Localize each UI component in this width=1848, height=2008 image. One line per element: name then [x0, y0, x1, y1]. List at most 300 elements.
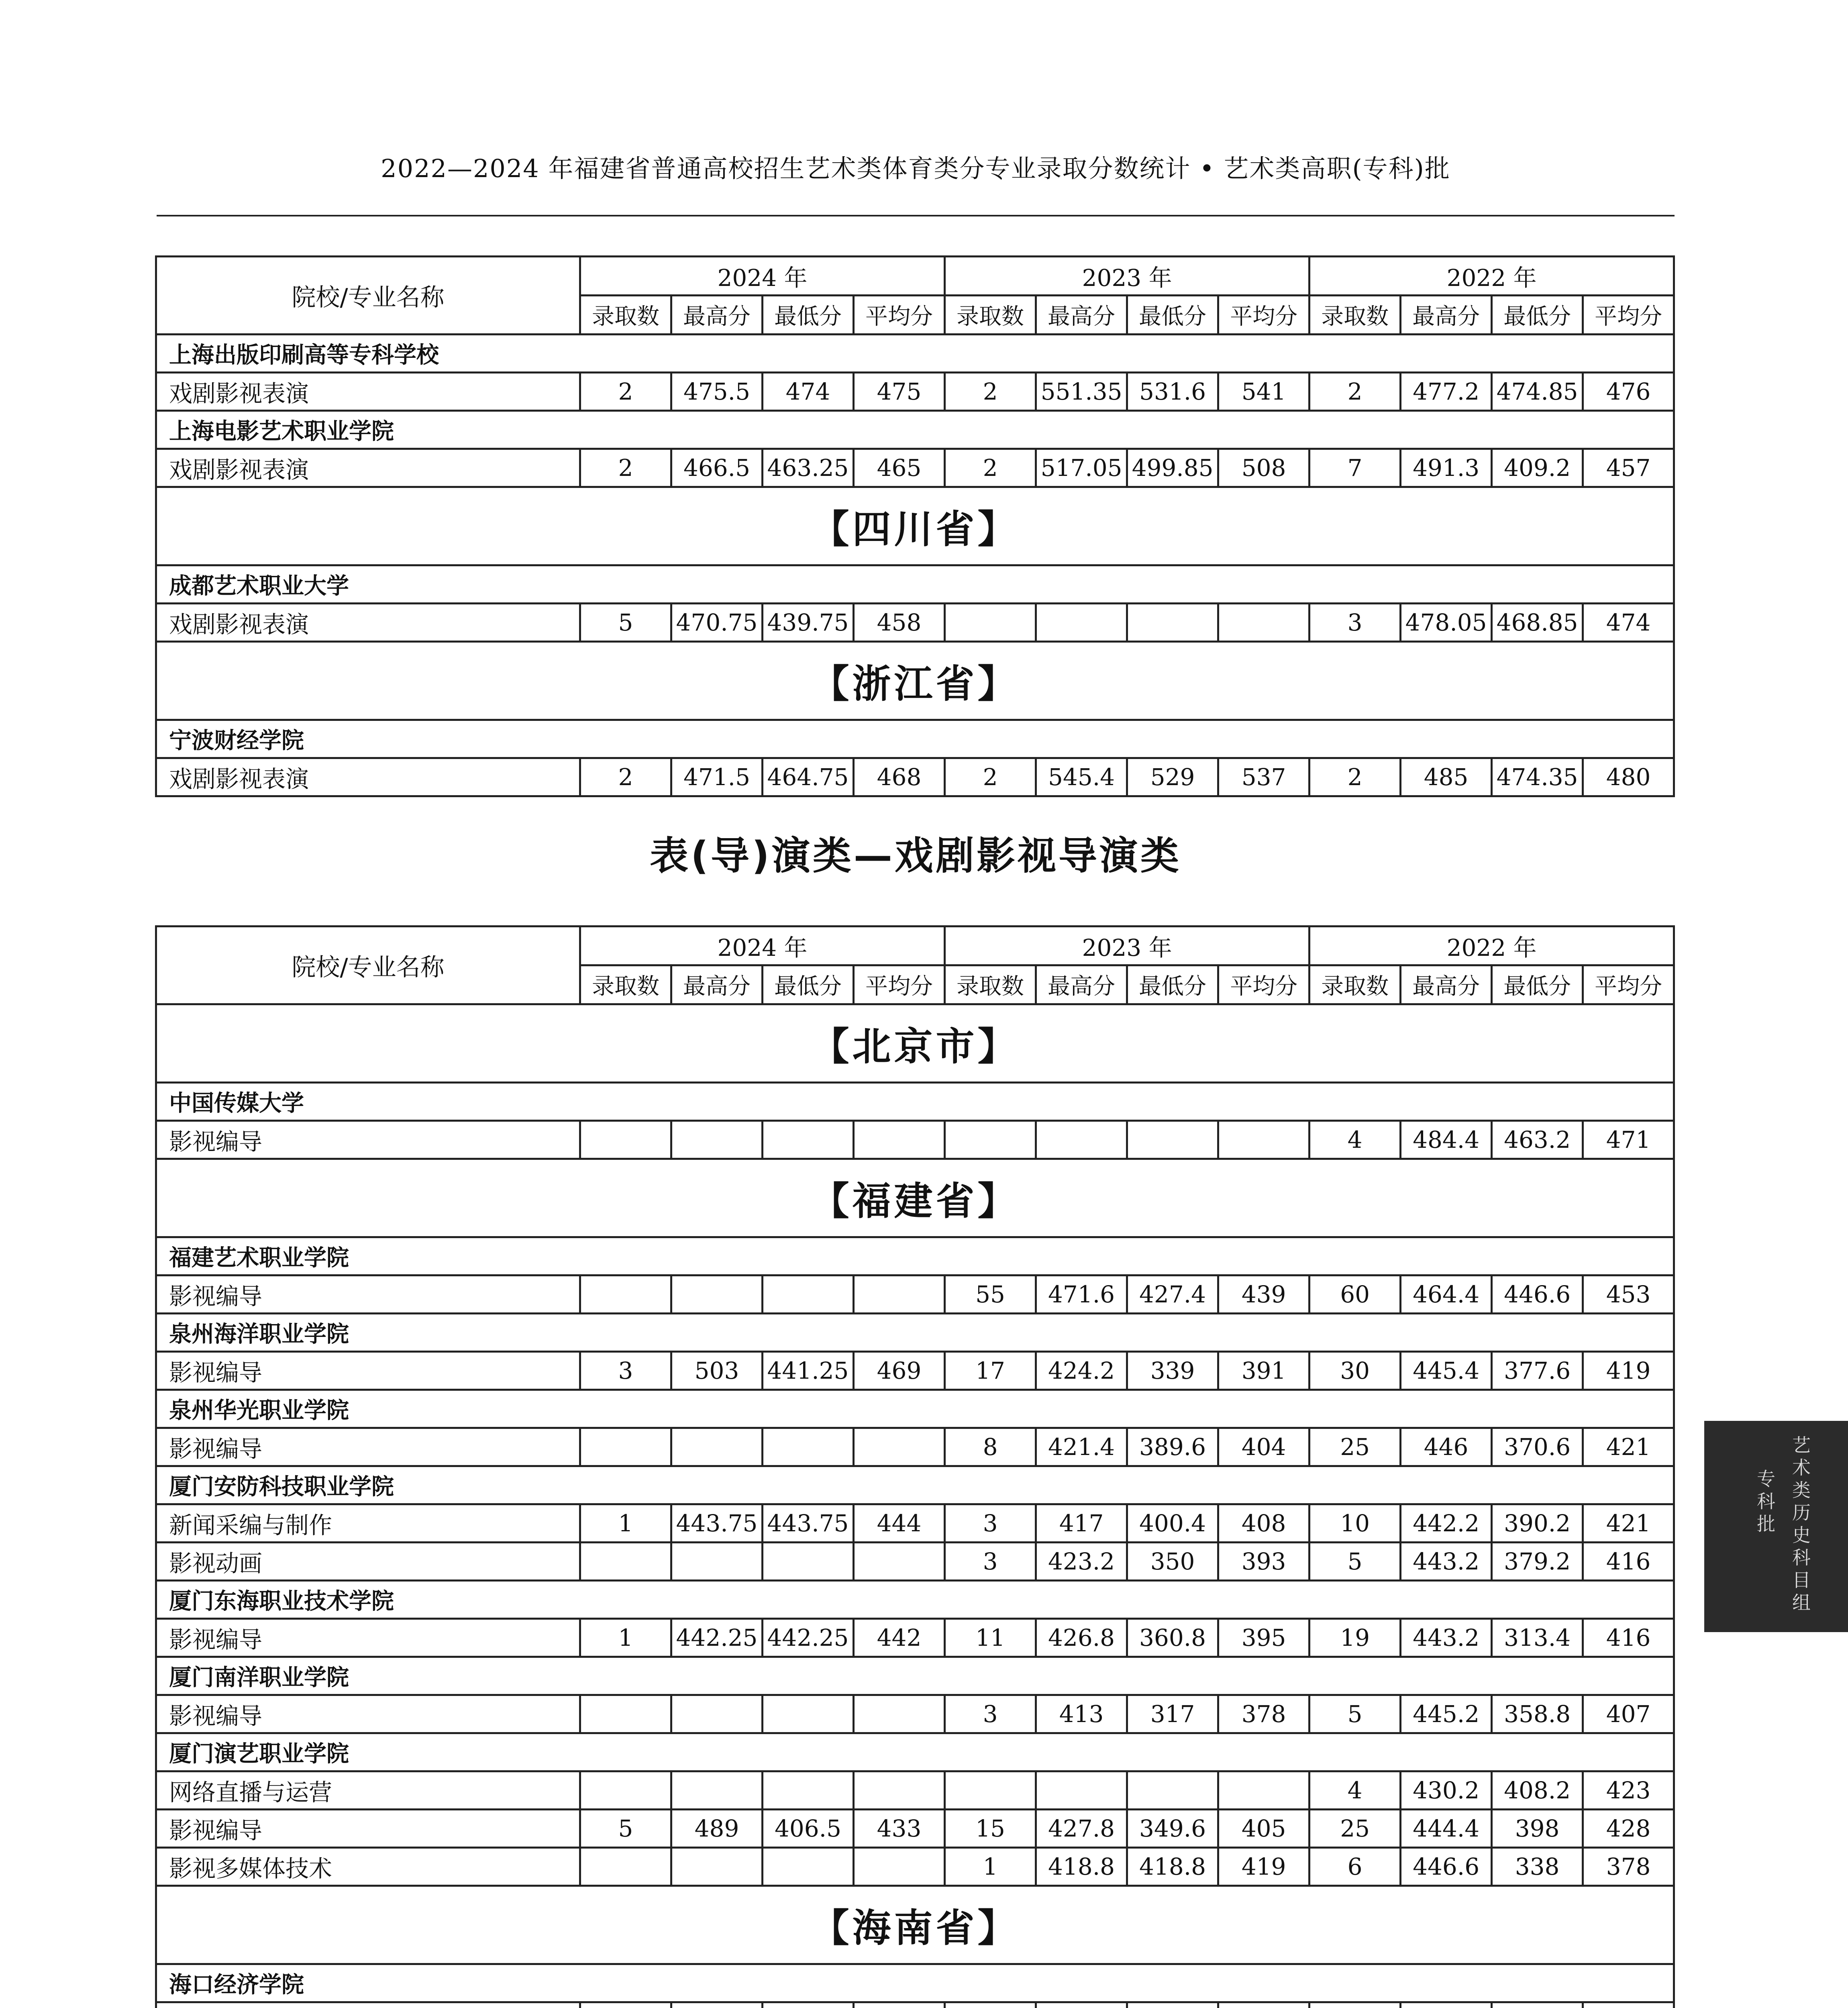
score-cell [854, 1428, 945, 1466]
score-cell [945, 1771, 1036, 1810]
score-cell: 489 [671, 1810, 763, 1848]
column-header-metric: 最低分 [763, 965, 854, 1004]
column-header-metric: 最低分 [1492, 965, 1583, 1004]
score-cell: 442.25 [763, 1619, 854, 1657]
score-cell [945, 604, 1036, 642]
score-cell: 413 [1036, 1695, 1127, 1733]
score-cell: 421.4 [1036, 1428, 1127, 1466]
score-cell: 421 [1583, 1428, 1674, 1466]
score-cell [1401, 2002, 1492, 2008]
score-cell: 55 [945, 1275, 1036, 1314]
score-cell: 339 [1127, 1352, 1218, 1390]
score-cell: 471.5 [671, 758, 763, 796]
score-cell: 427.4 [1127, 1275, 1218, 1314]
major-name: 影视编导 [156, 1352, 580, 1390]
score-cell: 441.25 [763, 1352, 854, 1390]
table-row [156, 1352, 1674, 1390]
chapter-side-tab [1704, 1421, 1848, 1632]
school-name: 上海出版印刷高等专科学校 [156, 335, 1674, 373]
major-name: 影视编导 [156, 1275, 580, 1314]
table-row [156, 449, 1674, 487]
score-cell [854, 1848, 945, 1886]
school-row [156, 1466, 1674, 1504]
score-cell: 2 [580, 373, 671, 411]
score-cell [945, 2002, 1036, 2008]
score-cell: 503 [671, 1352, 763, 1390]
score-cell: 2 [1310, 758, 1401, 796]
major-name: 网络直播与运营 [156, 1771, 580, 1810]
score-cell: 409.2 [1492, 449, 1583, 487]
score-cell: 477.2 [1401, 373, 1492, 411]
table-row [156, 1771, 1674, 1810]
score-cell: 5 [1310, 1543, 1401, 1581]
score-cell: 10 [1310, 1504, 1401, 1543]
score-cell [1127, 1121, 1218, 1159]
score-cell: 443.2 [1401, 1543, 1492, 1581]
score-cell: 508 [1218, 449, 1310, 487]
score-cell: 1 [945, 1848, 1036, 1886]
score-cell: 30 [1310, 1352, 1401, 1390]
column-header-metric: 录取数 [1310, 965, 1401, 1004]
score-cell: 5 [1310, 1695, 1401, 1733]
score-cell [671, 2002, 763, 2008]
score-cell: 395 [1218, 1619, 1310, 1657]
header-rule [157, 215, 1675, 216]
score-cell: 463.2 [1492, 1121, 1583, 1159]
score-cell: 419 [1583, 1352, 1674, 1390]
column-header-metric: 录取数 [580, 965, 671, 1004]
column-header-metric: 最高分 [671, 965, 763, 1004]
score-cell [1127, 1771, 1218, 1810]
score-cell [763, 1848, 854, 1886]
score-cell: 453 [1583, 1275, 1674, 1314]
score-cell: 475.5 [671, 373, 763, 411]
score-cell: 537 [1218, 758, 1310, 796]
score-cell: 390.2 [1492, 1504, 1583, 1543]
score-cell [671, 1695, 763, 1733]
table-body [156, 1004, 1674, 2008]
score-cell: 3 [945, 1504, 1036, 1543]
score-cell: 2 [945, 758, 1036, 796]
major-name: 戏剧影视表演 [156, 604, 580, 642]
school-name: 成都艺术职业大学 [156, 565, 1674, 604]
school-row [156, 335, 1674, 373]
score-cell: 475 [854, 373, 945, 411]
page-header: 2022—2024 年福建省普通高校招生艺术类体育类分专业录取分数统计 • 艺术类高职(专科)批 [381, 154, 1450, 183]
score-cell [945, 1121, 1036, 1159]
major-name: 影视多媒体技术 [156, 1848, 580, 1886]
score-cell: 2 [580, 449, 671, 487]
school-name: 福建艺术职业学院 [156, 1237, 1674, 1275]
column-header-metric: 平均分 [1583, 296, 1674, 335]
table-row [156, 1428, 1674, 1466]
score-cell: 3 [580, 1352, 671, 1390]
school-row [156, 1733, 1674, 1771]
school-name: 海口经济学院 [156, 1964, 1674, 2002]
admission-table-performance [155, 255, 1675, 797]
score-cell [763, 1275, 854, 1314]
score-cell: 465 [854, 449, 945, 487]
province-row [156, 1004, 1674, 1083]
score-cell [763, 1543, 854, 1581]
score-cell: 446.6 [1492, 1275, 1583, 1314]
score-cell [854, 1121, 945, 1159]
table-row [156, 1695, 1674, 1733]
score-cell: 445.4 [1401, 1352, 1492, 1390]
major-name: 影视动画 [156, 1543, 580, 1581]
table-row [156, 758, 1674, 796]
score-cell: 427.8 [1036, 1810, 1127, 1848]
score-cell [854, 1695, 945, 1733]
major-name: 戏剧影视表演 [156, 449, 580, 487]
column-header-year: 2023 年 [945, 926, 1310, 965]
score-cell: 1 [580, 1619, 671, 1657]
column-header-metric: 录取数 [1310, 296, 1401, 335]
major-name: 影视编导 [156, 1121, 580, 1159]
school-row [156, 1237, 1674, 1275]
column-header-metric: 平均分 [1583, 965, 1674, 1004]
score-cell: 480 [1583, 758, 1674, 796]
score-cell: 25 [1310, 1428, 1401, 1466]
score-cell: 478.05 [1401, 604, 1492, 642]
score-cell: 484.4 [1401, 1121, 1492, 1159]
column-header-metric: 最高分 [671, 296, 763, 335]
score-cell [1127, 2002, 1218, 2008]
score-cell: 457 [1583, 449, 1674, 487]
column-header-metric: 录取数 [945, 965, 1036, 1004]
score-cell: 350 [1127, 1543, 1218, 1581]
table-row [156, 1275, 1674, 1314]
school-name: 泉州海洋职业学院 [156, 1314, 1674, 1352]
score-cell [580, 1695, 671, 1733]
province-row [156, 487, 1674, 565]
column-header-metric: 录取数 [945, 296, 1036, 335]
score-cell: 407 [1583, 1695, 1674, 1733]
score-cell [580, 2002, 671, 2008]
major-name: 影视编导 [156, 1428, 580, 1466]
province-heading: 【浙江省】 [156, 642, 1674, 720]
table-body [156, 335, 1674, 796]
score-cell [671, 1121, 763, 1159]
school-row [156, 720, 1674, 758]
score-cell: 2 [1310, 373, 1401, 411]
score-cell: 3 [945, 1543, 1036, 1581]
score-cell [671, 1275, 763, 1314]
score-cell: 418.8 [1127, 1848, 1218, 1886]
score-cell: 421 [1583, 1504, 1674, 1543]
major-name: 影视编导 [156, 1619, 580, 1657]
score-cell [1036, 1771, 1127, 1810]
score-cell: 517.05 [1036, 449, 1127, 487]
score-cell: 439 [1218, 1275, 1310, 1314]
province-row [156, 1159, 1674, 1237]
score-cell: 360.8 [1127, 1619, 1218, 1657]
table-row [156, 373, 1674, 411]
score-cell: 378 [1583, 1848, 1674, 1886]
score-cell: 458 [854, 604, 945, 642]
province-heading: 【海南省】 [156, 1886, 1674, 1964]
major-name: 戏剧影视表演 [156, 758, 580, 796]
major-name: 戏剧影视表演 [156, 373, 580, 411]
column-header-metric: 最高分 [1401, 296, 1492, 335]
score-cell [1218, 604, 1310, 642]
score-cell: 379.2 [1492, 1543, 1583, 1581]
score-cell: 378 [1218, 1695, 1310, 1733]
school-name: 泉州华光职业学院 [156, 1390, 1674, 1428]
score-cell: 464.75 [763, 758, 854, 796]
score-cell: 4 [1310, 1121, 1401, 1159]
score-cell: 5 [580, 604, 671, 642]
score-cell: 444 [854, 1504, 945, 1543]
score-cell: 442.2 [1401, 1504, 1492, 1543]
score-cell [671, 1771, 763, 1810]
table-row [156, 1848, 1674, 1886]
column-header-metric: 最高分 [1401, 965, 1492, 1004]
score-cell: 443.75 [671, 1504, 763, 1543]
score-cell: 433 [854, 1810, 945, 1848]
score-cell: 416 [1583, 1543, 1674, 1581]
admission-table-directing [155, 925, 1675, 2008]
column-header-year: 2023 年 [945, 257, 1310, 296]
score-cell: 466.5 [671, 449, 763, 487]
score-cell: 476 [1583, 373, 1674, 411]
score-cell: 377.6 [1492, 1352, 1583, 1390]
school-row [156, 1390, 1674, 1428]
score-cell: 313.4 [1492, 1619, 1583, 1657]
major-name: 新闻采编与制作 [156, 1504, 580, 1543]
score-cell [1218, 1121, 1310, 1159]
score-cell: 541 [1218, 373, 1310, 411]
score-cell [1218, 2002, 1310, 2008]
score-cell: 430.2 [1401, 1771, 1492, 1810]
score-cell: 499.85 [1127, 449, 1218, 487]
score-cell: 474 [763, 373, 854, 411]
score-cell: 442 [854, 1619, 945, 1657]
score-cell [580, 1848, 671, 1886]
score-cell: 358.8 [1492, 1695, 1583, 1733]
score-cell: 428 [1583, 1810, 1674, 1848]
table-row [156, 1619, 1674, 1657]
score-cell: 7 [1310, 449, 1401, 487]
score-cell [1218, 1771, 1310, 1810]
school-row [156, 1657, 1674, 1695]
score-cell [763, 1771, 854, 1810]
score-cell: 398 [1492, 1810, 1583, 1848]
score-cell: 2 [945, 373, 1036, 411]
score-cell: 445.2 [1401, 1695, 1492, 1733]
province-heading: 【北京市】 [156, 1004, 1674, 1083]
column-header-metric: 平均分 [1218, 965, 1310, 1004]
column-header-metric: 最高分 [1036, 296, 1127, 335]
column-header-year: 2022 年 [1310, 926, 1674, 965]
score-cell: 423 [1583, 1771, 1674, 1810]
score-cell: 485 [1401, 758, 1492, 796]
column-header-metric: 最低分 [763, 296, 854, 335]
column-header-metric: 平均分 [854, 296, 945, 335]
score-cell: 463.25 [763, 449, 854, 487]
score-cell: 439.75 [763, 604, 854, 642]
score-cell: 405 [1218, 1810, 1310, 1848]
score-cell: 442.25 [671, 1619, 763, 1657]
score-cell: 393 [1218, 1543, 1310, 1581]
column-header-metric: 平均分 [1218, 296, 1310, 335]
table-row [156, 1810, 1674, 1848]
column-header-name: 院校/专业名称 [156, 257, 580, 335]
column-header-year: 2024 年 [580, 926, 945, 965]
score-cell: 349.6 [1127, 1810, 1218, 1848]
score-cell: 408.2 [1492, 1771, 1583, 1810]
score-cell: 25 [1310, 1810, 1401, 1848]
score-cell: 426.8 [1036, 1619, 1127, 1657]
column-header-metric: 录取数 [580, 296, 671, 335]
score-cell [1036, 2002, 1127, 2008]
score-cell: 443.2 [1401, 1619, 1492, 1657]
province-heading: 【福建省】 [156, 1159, 1674, 1237]
score-cell [1583, 2002, 1674, 2008]
school-row [156, 1581, 1674, 1619]
score-cell: 3 [1310, 604, 1401, 642]
section-title: 表(导)演类—戏剧影视导演类 [650, 833, 1181, 878]
score-cell [1127, 604, 1218, 642]
score-cell [1310, 2002, 1401, 2008]
score-cell: 4 [1310, 1771, 1401, 1810]
score-cell: 5 [580, 1810, 671, 1848]
score-cell: 469 [854, 1352, 945, 1390]
score-cell: 404 [1218, 1428, 1310, 1466]
column-header-name: 院校/专业名称 [156, 926, 580, 1004]
score-cell: 474 [1583, 604, 1674, 642]
score-cell [763, 1695, 854, 1733]
table-row [156, 1543, 1674, 1581]
school-name: 上海电影艺术职业学院 [156, 411, 1674, 449]
school-name: 厦门东海职业技术学院 [156, 1581, 1674, 1619]
score-cell: 8 [945, 1428, 1036, 1466]
score-cell: 491.3 [1401, 449, 1492, 487]
score-cell [854, 2002, 945, 2008]
school-row [156, 1083, 1674, 1121]
score-cell: 474.35 [1492, 758, 1583, 796]
score-cell [1036, 1121, 1127, 1159]
score-cell [580, 1121, 671, 1159]
score-cell: 60 [1310, 1275, 1401, 1314]
score-cell [580, 1428, 671, 1466]
score-cell: 417 [1036, 1504, 1127, 1543]
major-name: 影视编导 [156, 1810, 580, 1848]
score-cell: 406.5 [763, 1810, 854, 1848]
column-header-metric: 最高分 [1036, 965, 1127, 1004]
score-cell: 468 [854, 758, 945, 796]
table-row [156, 1121, 1674, 1159]
score-cell: 545.4 [1036, 758, 1127, 796]
column-header-metric: 最低分 [1127, 296, 1218, 335]
score-cell: 531.6 [1127, 373, 1218, 411]
score-cell: 408 [1218, 1504, 1310, 1543]
score-cell [580, 1543, 671, 1581]
school-name: 宁波财经学院 [156, 720, 1674, 758]
score-cell [671, 1428, 763, 1466]
score-cell [854, 1771, 945, 1810]
score-cell: 468.85 [1492, 604, 1583, 642]
score-cell: 370.6 [1492, 1428, 1583, 1466]
score-cell: 3 [945, 1695, 1036, 1733]
score-cell [763, 2002, 854, 2008]
score-cell: 446.6 [1401, 1848, 1492, 1886]
score-cell: 15 [945, 1810, 1036, 1848]
province-row [156, 1886, 1674, 1964]
school-row [156, 565, 1674, 604]
score-cell: 444.4 [1401, 1810, 1492, 1848]
score-cell [580, 1771, 671, 1810]
score-cell [1492, 2002, 1583, 2008]
score-cell [671, 1848, 763, 1886]
province-row [156, 642, 1674, 720]
score-cell [854, 1275, 945, 1314]
score-cell: 317 [1127, 1695, 1218, 1733]
score-cell: 423.2 [1036, 1543, 1127, 1581]
school-row [156, 411, 1674, 449]
column-header-year: 2024 年 [580, 257, 945, 296]
table-row [156, 1504, 1674, 1543]
score-cell: 416 [1583, 1619, 1674, 1657]
score-cell: 424.2 [1036, 1352, 1127, 1390]
side-tab-label: 艺术类历史科目组 [1789, 1435, 1811, 1615]
score-cell [763, 1428, 854, 1466]
score-cell: 529 [1127, 758, 1218, 796]
score-cell: 1 [580, 1504, 671, 1543]
school-name: 厦门安防科技职业学院 [156, 1466, 1674, 1504]
score-cell: 419 [1218, 1848, 1310, 1886]
score-cell [1036, 604, 1127, 642]
score-cell: 443.75 [763, 1504, 854, 1543]
score-cell: 464.4 [1401, 1275, 1492, 1314]
score-cell: 446 [1401, 1428, 1492, 1466]
column-header-metric: 最低分 [1492, 296, 1583, 335]
score-cell [763, 1121, 854, 1159]
table-row [156, 604, 1674, 642]
column-header-metric: 最低分 [1127, 965, 1218, 1004]
score-cell: 389.6 [1127, 1428, 1218, 1466]
major-name [156, 2002, 580, 2008]
score-cell: 11 [945, 1619, 1036, 1657]
column-header-metric: 平均分 [854, 965, 945, 1004]
score-cell: 400.4 [1127, 1504, 1218, 1543]
score-cell: 19 [1310, 1619, 1401, 1657]
score-cell: 391 [1218, 1352, 1310, 1390]
score-cell: 551.35 [1036, 373, 1127, 411]
school-name: 中国传媒大学 [156, 1083, 1674, 1121]
score-cell: 474.85 [1492, 373, 1583, 411]
school-name: 厦门演艺职业学院 [156, 1733, 1674, 1771]
school-row [156, 1964, 1674, 2002]
score-cell [580, 1275, 671, 1314]
score-cell: 338 [1492, 1848, 1583, 1886]
score-cell [671, 1543, 763, 1581]
score-cell: 6 [1310, 1848, 1401, 1886]
score-cell: 17 [945, 1352, 1036, 1390]
score-cell: 470.75 [671, 604, 763, 642]
school-name: 厦门南洋职业学院 [156, 1657, 1674, 1695]
score-cell: 2 [580, 758, 671, 796]
score-cell [854, 1543, 945, 1581]
score-cell: 471 [1583, 1121, 1674, 1159]
table-row [156, 2002, 1674, 2008]
score-cell: 418.8 [1036, 1848, 1127, 1886]
column-header-year: 2022 年 [1310, 257, 1674, 296]
score-cell: 2 [945, 449, 1036, 487]
major-name: 影视编导 [156, 1695, 580, 1733]
side-tab-sublabel: 专科批 [1754, 1469, 1776, 1537]
province-heading: 【四川省】 [156, 487, 1674, 565]
